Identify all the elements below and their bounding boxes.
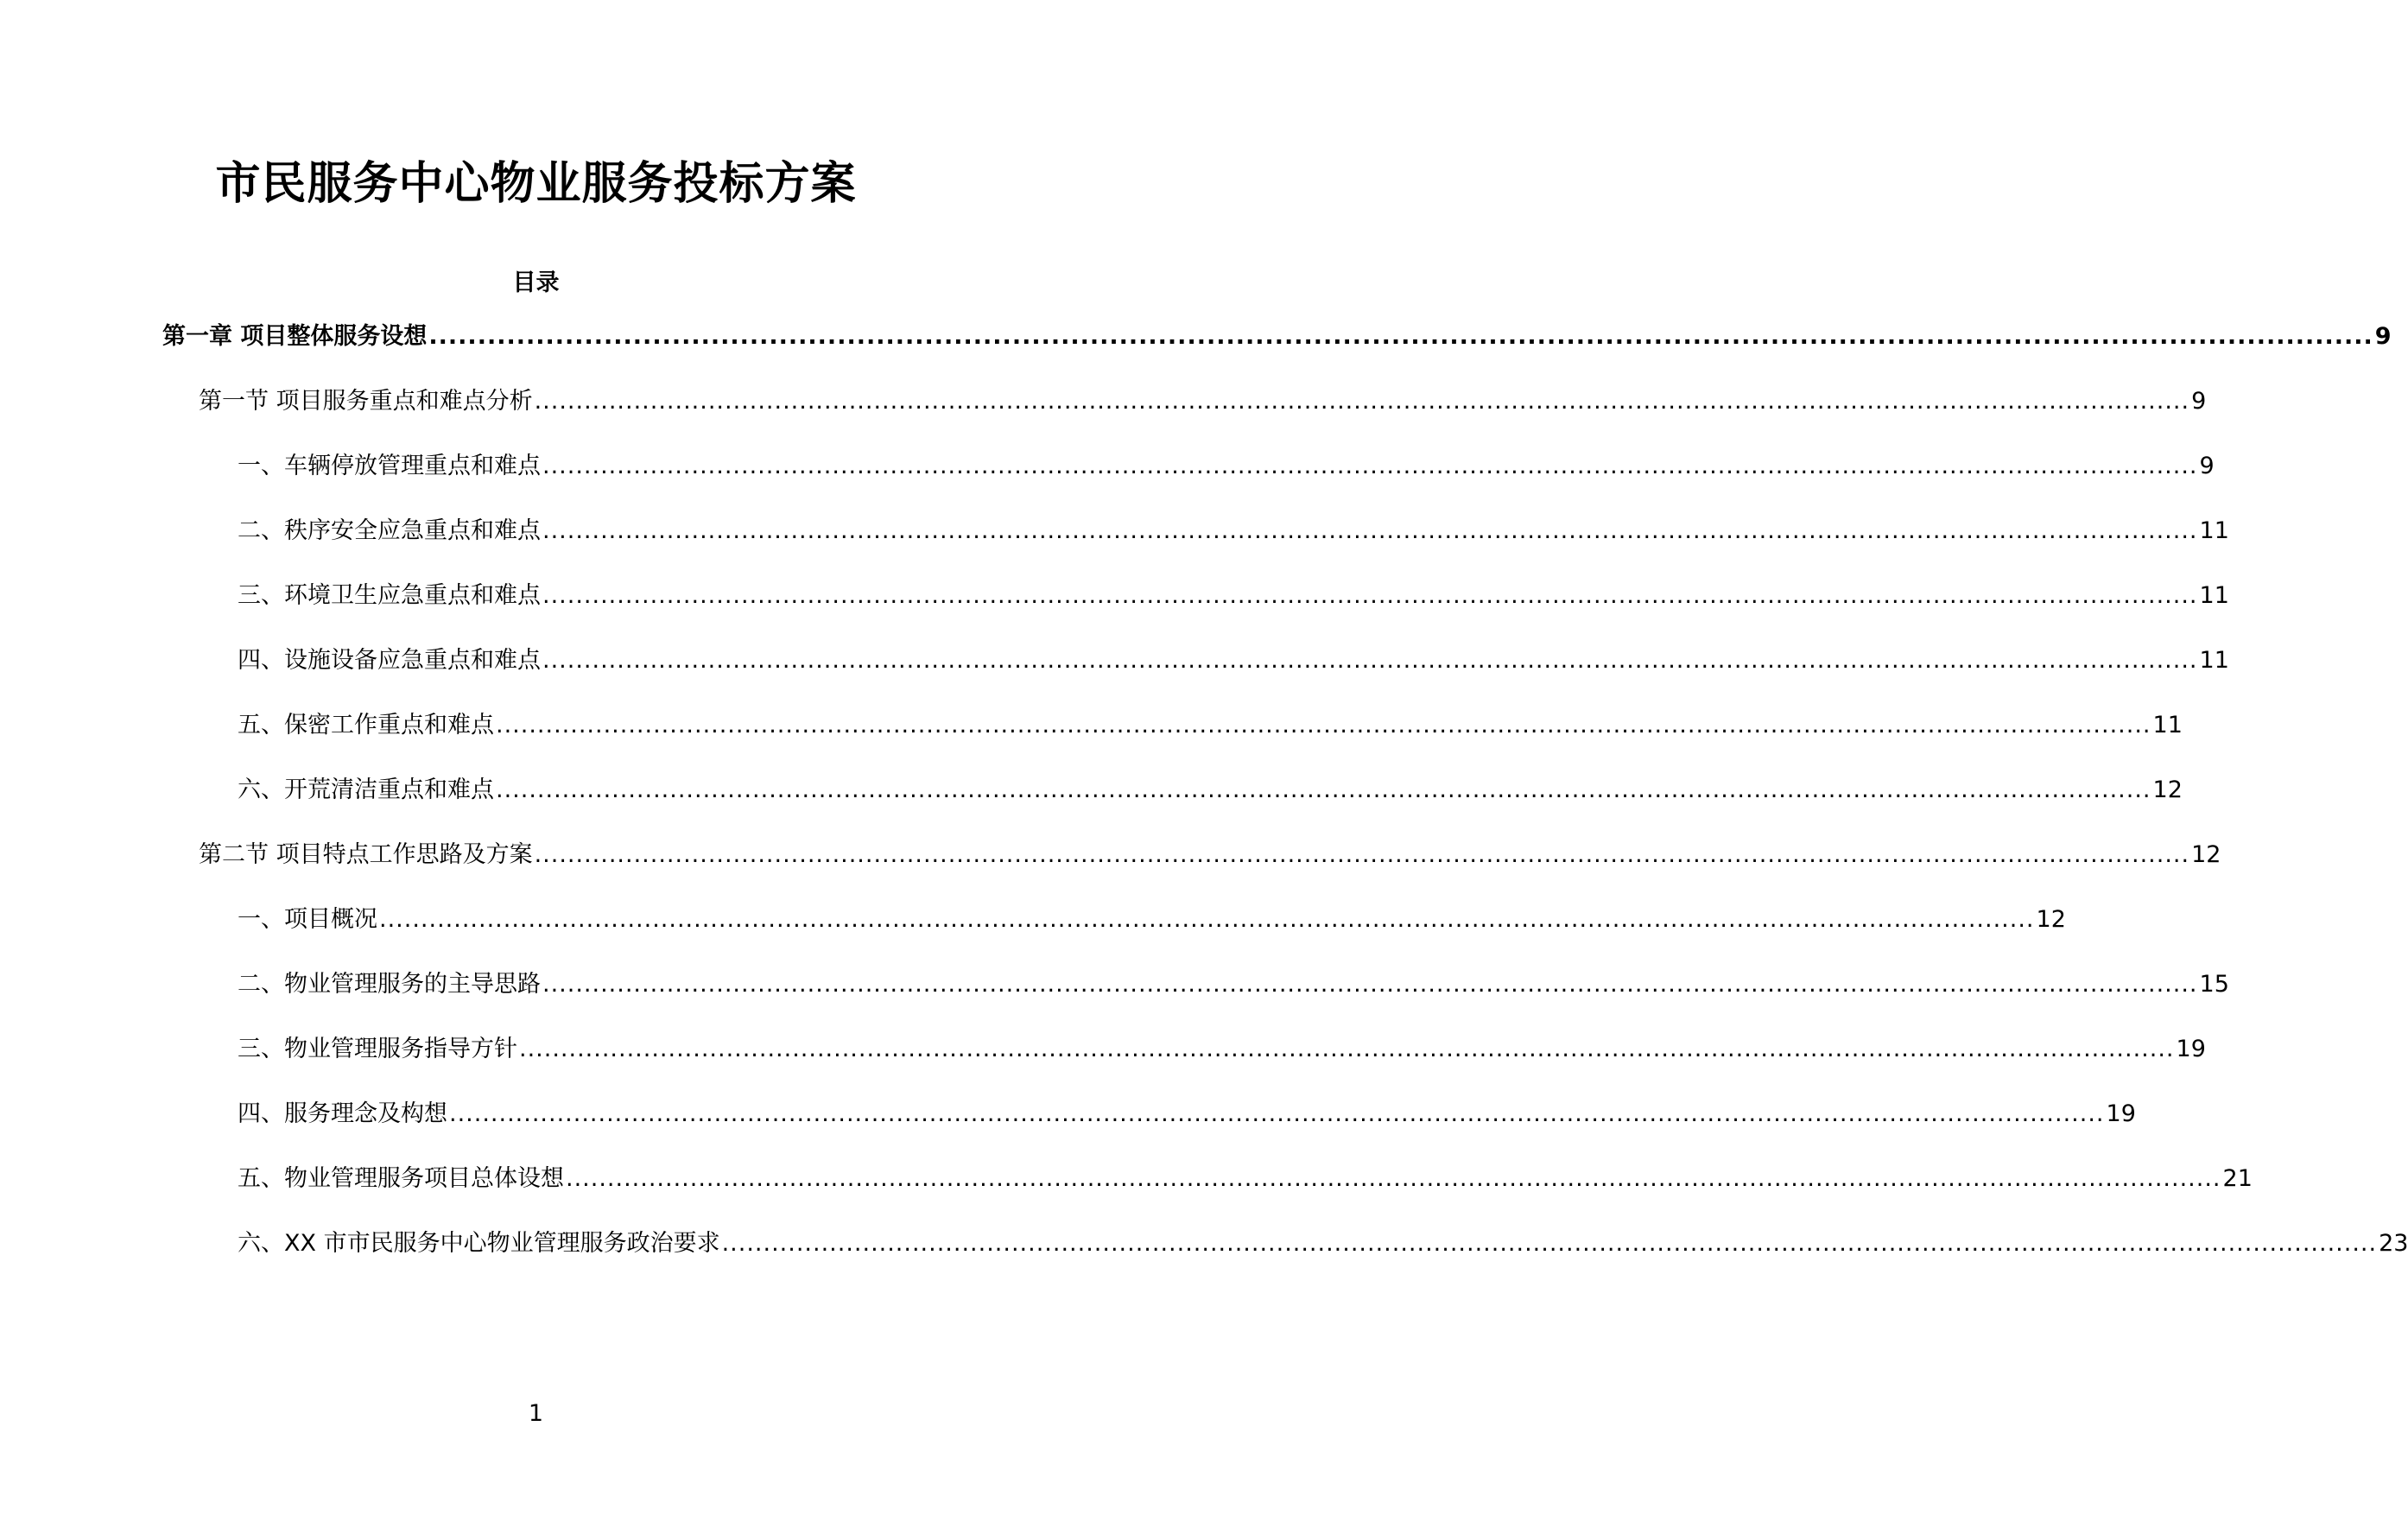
toc-leader-dots: ........................................................................................................................................................................................................ — [542, 647, 2198, 674]
toc-entry-label: 四、服务理念及构想 — [238, 1100, 447, 1127]
toc-leader-dots: ........................................................................................................................................................................................................ — [534, 841, 2190, 868]
toc-heading: 目录 — [512, 269, 560, 296]
toc-entry-label: 六、XX 市市民服务中心物业管理服务政治要求 — [238, 1230, 720, 1257]
toc-entry-label: 四、设施设备应急重点和难点 — [238, 647, 541, 674]
toc-entry-page: 15 — [2199, 971, 2229, 998]
table-of-contents — [0, 320, 2408, 1382]
toc-leader-dots: ........................................................................................................................................................................................................ — [542, 453, 2198, 479]
toc-leader-dots: ........................................................................................................................................................................................................ — [379, 906, 2035, 933]
toc-entry-label: 一、车辆停放管理重点和难点 — [238, 453, 541, 479]
toc-entry-page: 23 — [2379, 1230, 2408, 1257]
toc-entry-item[interactable] — [238, 514, 2229, 548]
toc-entry-page: 9 — [2374, 323, 2392, 350]
toc-entry-page: 9 — [2199, 453, 2215, 479]
toc-entry-label: 六、开荒清洁重点和难点 — [238, 777, 494, 803]
toc-leader-dots: ........................................................................................................................................................................................................ — [534, 388, 2190, 415]
toc-entry-page: 12 — [2152, 777, 2183, 803]
toc-entry-item[interactable] — [238, 967, 2229, 1002]
toc-entry-chapter-1[interactable] — [162, 320, 2392, 354]
toc-entry-label: 第一章 项目整体服务设想 — [162, 323, 428, 350]
toc-entry-item[interactable] — [238, 643, 2229, 678]
toc-entry-page: 19 — [2106, 1100, 2136, 1127]
toc-entry-page: 11 — [2152, 712, 2183, 738]
toc-leader-dots: ........................................................................................................................................................................................................ — [542, 582, 2198, 609]
toc-entry-item[interactable] — [238, 903, 2066, 937]
toc-entry-page: 11 — [2199, 647, 2229, 674]
toc-entry-page: 19 — [2176, 1036, 2206, 1062]
toc-leader-dots: ........................................................................................................................................................................................................ — [542, 971, 2198, 998]
toc-leader-dots: ........................................................................................................................................................................................................ — [496, 712, 2151, 738]
toc-entry-item[interactable] — [238, 1097, 2136, 1131]
toc-entry-section-1[interactable] — [199, 384, 2207, 419]
toc-entry-label: 第一节 项目服务重点和难点分析 — [199, 388, 533, 415]
toc-entry-item[interactable] — [238, 773, 2183, 808]
toc-entry-section-2[interactable] — [199, 838, 2221, 872]
toc-entry-page: 9 — [2191, 388, 2207, 415]
toc-entry-label: 三、物业管理服务指导方针 — [238, 1036, 517, 1062]
toc-entry-label: 一、项目概况 — [238, 906, 377, 933]
toc-entry-label: 第二节 项目特点工作思路及方案 — [199, 841, 533, 868]
toc-leader-dots: ........................................................................................................................................................................................................ — [566, 1165, 2221, 1192]
toc-leader-dots: ........................................................................................................................................................................................................ — [449, 1100, 2105, 1127]
toc-leader-dots: ........................................................................................................................................................................................................ — [721, 1230, 2378, 1257]
toc-entry-label: 二、物业管理服务的主导思路 — [238, 971, 541, 998]
toc-entry-item[interactable] — [238, 1162, 2253, 1196]
toc-entry-page: 12 — [2036, 906, 2066, 933]
toc-entry-page: 12 — [2191, 841, 2221, 868]
toc-entry-page: 21 — [2222, 1165, 2253, 1192]
toc-entry-page: 11 — [2199, 517, 2229, 544]
toc-entry-label: 五、物业管理服务项目总体设想 — [238, 1165, 564, 1192]
toc-entry-item[interactable] — [238, 579, 2229, 613]
document-title: 市民服务中心物业服务投标方案 — [215, 158, 857, 210]
toc-leader-dots: ........................................................................................................................................................................................................ — [519, 1036, 2175, 1062]
toc-leader-dots: ........................................................................................................................................................................................................ — [428, 323, 2373, 350]
toc-entry-item[interactable] — [238, 1227, 2408, 1261]
toc-entry-label: 三、环境卫生应急重点和难点 — [238, 582, 541, 609]
toc-leader-dots: ........................................................................................................................................................................................................ — [542, 517, 2198, 544]
page-number: 1 — [528, 1400, 544, 1427]
toc-entry-label: 二、秩序安全应急重点和难点 — [238, 517, 541, 544]
toc-entry-page: 11 — [2199, 582, 2229, 609]
toc-leader-dots: ........................................................................................................................................................................................................ — [496, 777, 2151, 803]
toc-entry-item[interactable] — [238, 708, 2183, 743]
toc-entry-item[interactable] — [238, 1032, 2206, 1067]
toc-entry-item[interactable] — [238, 449, 2215, 484]
toc-entry-label: 五、保密工作重点和难点 — [238, 712, 494, 738]
